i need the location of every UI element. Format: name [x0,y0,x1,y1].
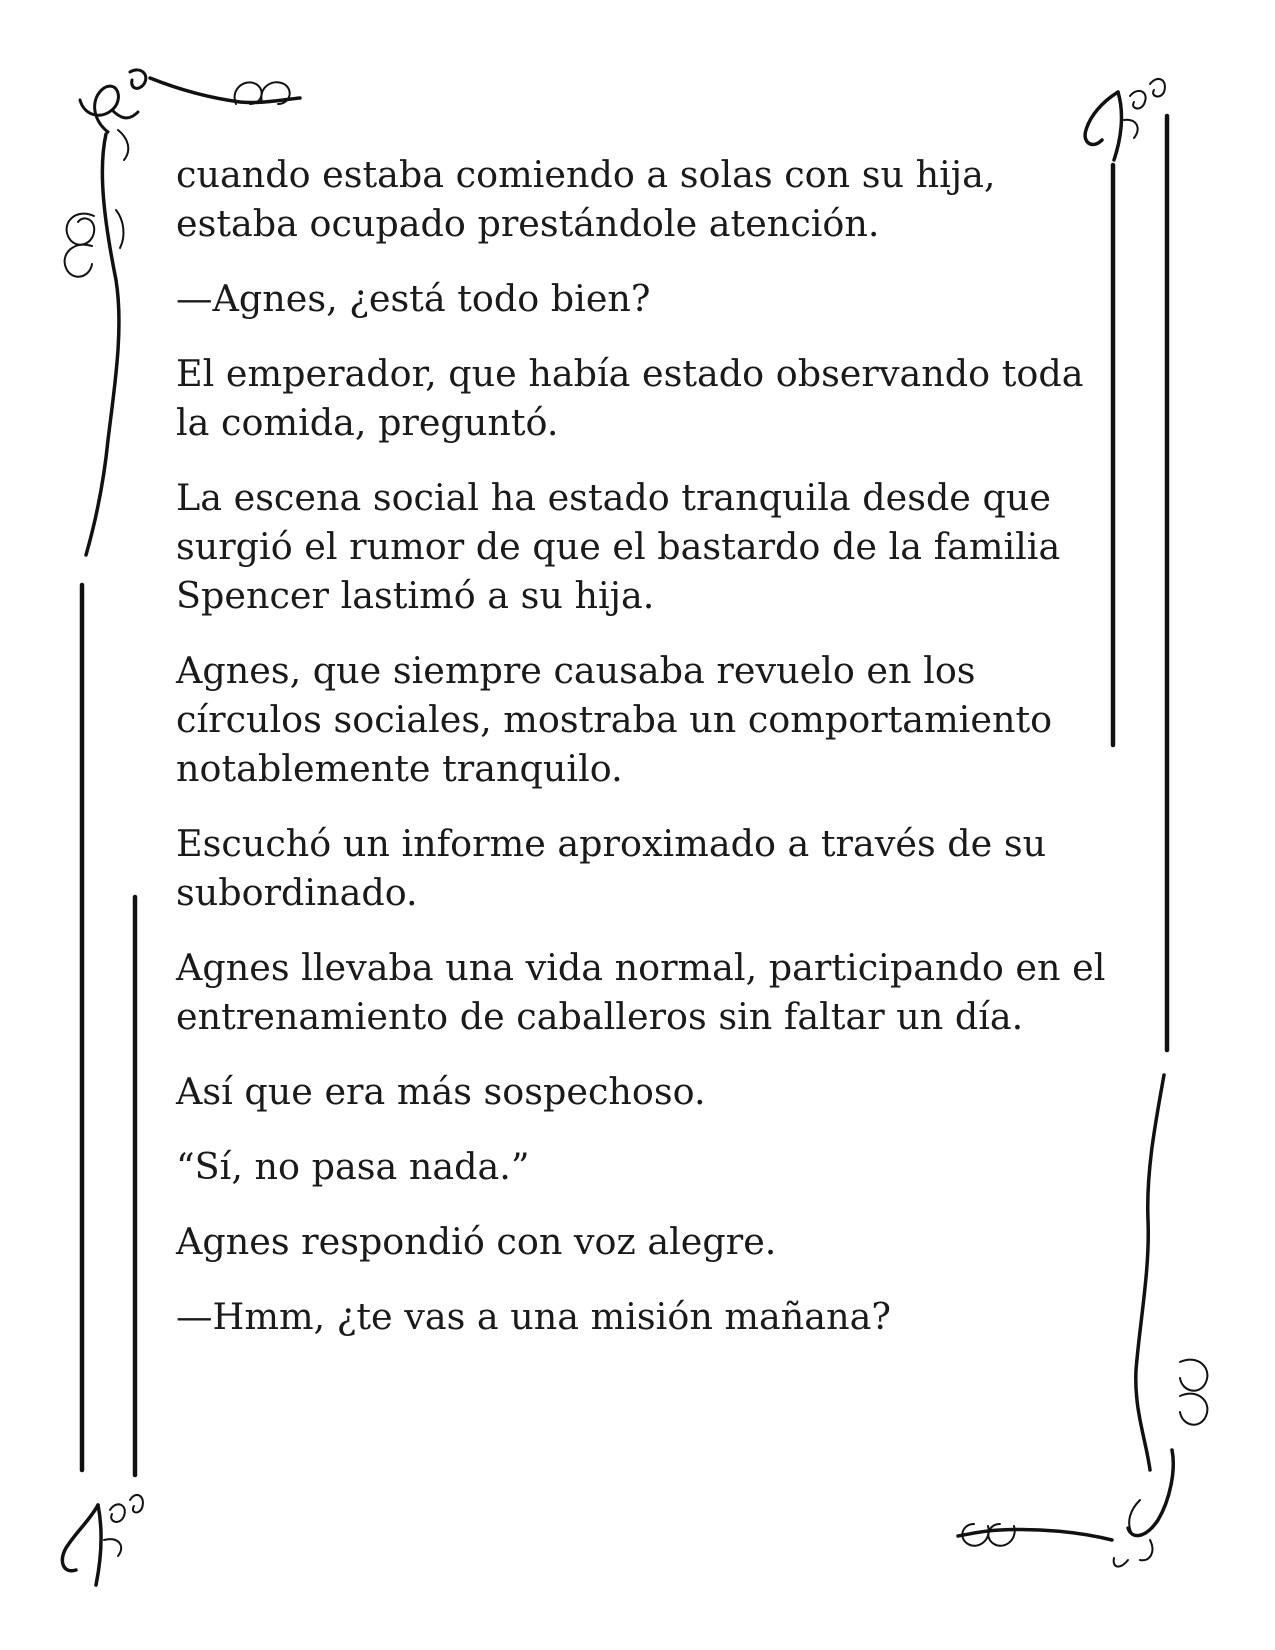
paragraph: Así que era más sospechoso. [176,1070,706,1113]
bottom-left-flourish-icon [62,1495,143,1585]
paragraph: Escuchó un informe aproximado a través de su subordinado. [176,822,1047,914]
paragraph: cuando estaba comiendo a solas con su hija, estaba ocupado prestándole atención. [176,153,996,245]
paragraph: —Agnes, ¿está todo bien? [176,277,651,320]
text-body [176,150,1106,1367]
top-right-flourish-icon [1085,79,1165,160]
paragraph: Agnes, que siempre causaba revuelo en los círculos sociales, mostraba un comportamiento notablemente tranquilo. [176,649,1053,790]
paragraph: —Hmm, ¿te vas a una misión mañana? [176,1295,891,1338]
paragraph: El emperador, que había estado observando toda la comida, preguntó. [176,352,1084,444]
paragraph: Agnes llevaba una vida normal, participando en el entrenamiento de caballeros sin faltar un día. [176,946,1106,1038]
paragraph: La escena social ha estado tranquila desde que surgió el rumor de que el bastardo de la familia Spencer lastimó a su hija. [176,476,1061,617]
paragraph: “Sí, no pasa nada.” [176,1145,530,1188]
paragraph: Agnes respondió con voz alegre. [176,1220,777,1263]
